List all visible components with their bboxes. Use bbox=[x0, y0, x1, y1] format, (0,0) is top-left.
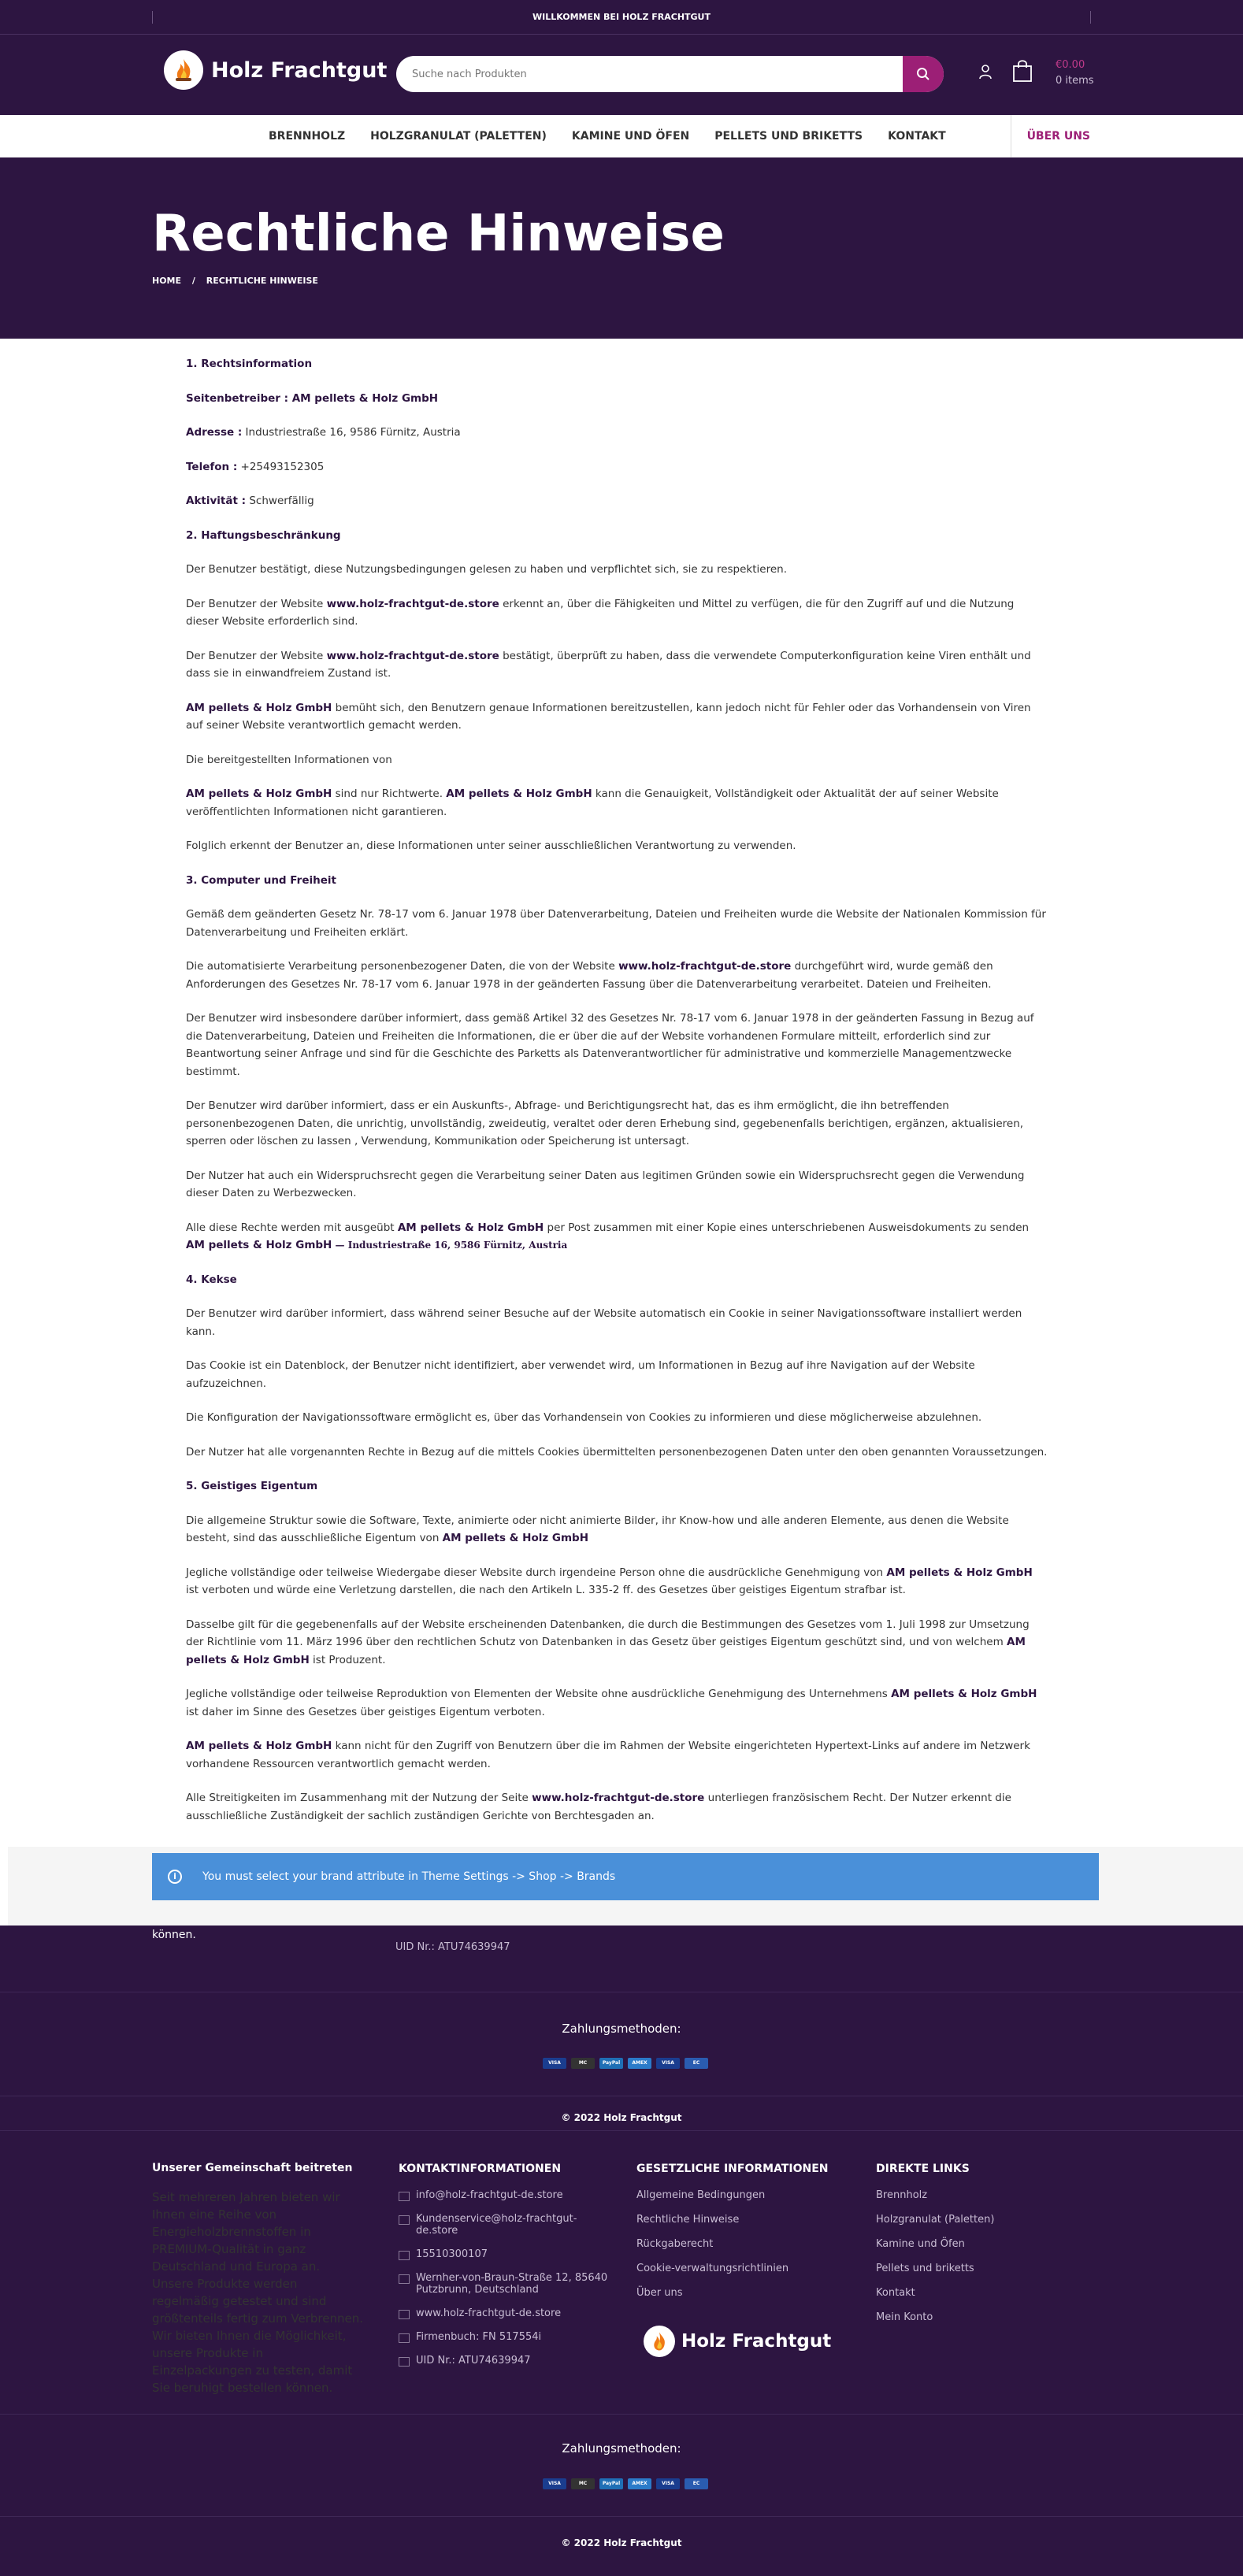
payments-title: Zahlungsmethoden: bbox=[562, 2022, 681, 2036]
mastercard-icon: MC bbox=[571, 2058, 595, 2069]
footer-link[interactable]: Rechtliche Hinweise bbox=[636, 2214, 740, 2226]
address-value: Industriestraße 16, 9586 Fürnitz, Austria bbox=[242, 426, 461, 439]
paypal-icon: PayPal bbox=[599, 2058, 623, 2069]
footer-partial-text: können. bbox=[152, 1929, 196, 1941]
footer-link[interactable]: Rückgaberecht bbox=[636, 2238, 714, 2250]
cart-count[interactable]: 0 items bbox=[1056, 75, 1094, 87]
divider bbox=[0, 2516, 1243, 2517]
section-heading: 2. Haftungsbeschränkung bbox=[186, 528, 341, 542]
section-heading: 3. Computer und Freiheit bbox=[186, 873, 336, 887]
search-bar bbox=[396, 56, 944, 92]
footer-link[interactable]: Über uns bbox=[636, 2287, 683, 2299]
footer-link[interactable]: Kamine und Öfen bbox=[876, 2238, 965, 2250]
contact-email[interactable]: info@holz-frachtgut-de.store bbox=[399, 2189, 611, 2201]
breadcrumb-home[interactable]: HOME bbox=[152, 276, 182, 286]
page-hero bbox=[0, 158, 1243, 339]
nav-item-holzgranulat[interactable]: HOLZGRANULAT (PALETTEN) bbox=[370, 130, 547, 143]
paragraph: AM pellets & Holz GmbH kann nicht für den Zugriff von Benutzern über die im Rahmen der Website eingerichteten Hypertext-Links auf andere im Netzwerk vorhandene Ressourcen verantwortlich gemacht werden. bbox=[186, 1740, 1030, 1770]
paragraph: Der Benutzer der Website www.holz-frachtgut-de.store erkennt an, über die Fähigkeiten und Mittel zu verfügen, die für den Zugriff auf und die Nutzung dieser Website erforderlich sind. bbox=[186, 597, 1015, 628]
info-icon: i bbox=[168, 1870, 182, 1884]
footer-contact-column bbox=[399, 2163, 611, 2378]
amex-icon: AMEX bbox=[628, 2058, 651, 2069]
cart-icon[interactable] bbox=[1012, 59, 1033, 86]
phone-value: +25493152305 bbox=[237, 460, 325, 473]
legal-content bbox=[186, 355, 1048, 1841]
site-header bbox=[0, 35, 1243, 115]
main-nav bbox=[0, 115, 1243, 158]
location-icon bbox=[399, 2274, 410, 2284]
flame-icon bbox=[644, 2326, 675, 2357]
notice-text: You must select your brand attribute in Theme Settings -> Shop -> Brands bbox=[202, 1870, 616, 1883]
footer-link[interactable]: Allgemeine Bedingungen bbox=[636, 2189, 766, 2201]
paragraph: Der Benutzer bestätigt, diese Nutzungsbedingungen gelesen zu haben und verpflichtet sich, sie zu respektieren. bbox=[186, 563, 787, 576]
footer-legal-column bbox=[636, 2163, 828, 2311]
visa-icon: VISA bbox=[656, 2478, 680, 2489]
footer-links-column bbox=[876, 2163, 994, 2336]
operator-line bbox=[186, 390, 1048, 408]
company-name: AM pellets & Holz GmbH bbox=[186, 701, 332, 714]
payment-icons bbox=[543, 2058, 708, 2069]
paragraph: Jegliche vollständige oder teilweise Wiedergabe dieser Website durch irgendeine Person ohne die ausdrückliche Genehmigung von AM pellets & Holz GmbH ist verboten und würde eine Verletzung darstellen, die nach den Artikeln L. 335-2 ff. des Gesetzes über geistiges Eigentum strafbar ist. bbox=[186, 1566, 1033, 1596]
divider bbox=[152, 11, 153, 24]
notice-area bbox=[8, 1847, 1243, 1926]
paragraph: AM pellets & Holz GmbH sind nur Richtwerte. AM pellets & Holz GmbH kann die Genauigkeit, Vollständigkeit oder Aktualität der auf seiner Website veröffentlichten Informationen nicht garantieren. bbox=[186, 788, 999, 818]
site-link[interactable]: www.holz-frachtgut-de.store bbox=[326, 649, 499, 662]
footer-contact-title: KONTAKTINFORMATIONEN bbox=[399, 2163, 562, 2175]
copyright: © 2022 Holz Frachtgut bbox=[561, 2537, 682, 2548]
footer-link[interactable]: Cookie-verwaltungsrichtlinien bbox=[636, 2263, 789, 2274]
address-label: Adresse : bbox=[186, 426, 243, 439]
phone-label: Telefon : bbox=[186, 460, 238, 473]
globe-icon bbox=[399, 2310, 410, 2319]
paragraph: Alle Streitigkeiten im Zusammenhang mit der Nutzung der Seite www.holz-frachtgut-de.store unterliegen französischem Recht. Der Nutzer erkennt die ausschließliche Zuständigkeit der sachlich zuständigen Gerichte von Berchtesgaden an. bbox=[186, 1792, 1011, 1822]
welcome-text: WILLKOMMEN BEI HOLZ FRACHTGUT bbox=[532, 12, 711, 22]
visa-icon: VISA bbox=[543, 2478, 566, 2489]
operator-label: Seitenbetreiber : AM pellets & Holz GmbH bbox=[186, 391, 439, 405]
paypal-icon: PayPal bbox=[599, 2478, 623, 2489]
nav-item-kontakt[interactable]: KONTAKT bbox=[888, 130, 946, 143]
mastercard-icon: MC bbox=[571, 2478, 595, 2489]
section-heading: 5. Geistiges Eigentum bbox=[186, 1480, 318, 1492]
paragraph: Das Cookie ist ein Datenblock, der Benutzer nicht identifiziert, aber verwendet wird, um Informationen in Bezug auf ihre Navigation auf der Website aufzuzeichnen. bbox=[186, 1359, 975, 1390]
paragraph: Die bereitgestellten Informationen von bbox=[186, 753, 392, 766]
phone-line bbox=[186, 458, 1048, 476]
contact-website[interactable]: www.holz-frachtgut-de.store bbox=[399, 2307, 611, 2319]
logo-text: Holz Frachtgut bbox=[211, 57, 388, 83]
contact-register: Firmenbuch: FN 517554i bbox=[399, 2331, 611, 2343]
breadcrumb-current: RECHTLICHE HINWEISE bbox=[206, 276, 318, 286]
payment-icons bbox=[543, 2478, 708, 2489]
flame-icon bbox=[164, 50, 203, 90]
footer-partial-uid: UID Nr.: ATU74639947 bbox=[395, 1941, 510, 1953]
footer-about-text: Seit mehreren Jahren bieten wir Ihnen eine Reihe von Energieholzbrennstoffen in PREMIUM-Qualität in ganz Deutschland und Europa an. Unsere Produkte werden regelmäßig getestet und sind größtenteils fertig zum Verbrennen. Wir bieten Ihnen die Möglichkeit, unsere Produkte in Einzelpackungen zu testen, damit Sie beruhigt bestellen können. bbox=[152, 2190, 364, 2395]
breadcrumb-separator: / bbox=[191, 276, 195, 286]
nav-item-kamine[interactable]: KAMINE UND ÖFEN bbox=[571, 130, 690, 143]
paragraph: Der Benutzer wird darüber informiert, dass er ein Auskunfts-, Abfrage- und Berichtigungsrecht hat, das es ihm ermöglicht, die ihn betreffenden personenbezogenen Daten, die unrichtig, unvollständig, zweideutig, veraltet oder deren Erhebung sind, gegebenenfalls berichtigen, ergänzen, aktualisieren, sperren oder löschen zu lassen , Verwendung, Kommunikation oder Speicherung ist untersagt. bbox=[186, 1099, 1024, 1147]
paragraph: Jegliche vollständige oder teilweise Reproduktion von Elementen der Website ohne ausdrückliche Genehmigung des Unternehmens AM pellets & Holz GmbH ist daher im Sinne des Gesetzes über geistiges Eigentum verboten. bbox=[186, 1688, 1037, 1718]
payments-title: Zahlungsmethoden: bbox=[562, 2441, 681, 2456]
paragraph: Dasselbe gilt für die gegebenenfalls auf der Website erscheinenden Datenbanken, die durch die Bestimmungen des Gesetzes vom 1. Juli 1998 zur Umsetzung der Richtlinie vom 11. März 1996 über den rechtlichen Schutz von Datenbanken in das Gesetz über geistiges Eigentum geschützt sind, und von welchem AM pellets & Holz GmbH ist Produzent. bbox=[186, 1618, 1030, 1666]
visa-icon: VISA bbox=[543, 2058, 566, 2069]
copyright: © 2022 Holz Frachtgut bbox=[561, 2112, 682, 2123]
divider bbox=[0, 2414, 1243, 2415]
search-input[interactable] bbox=[396, 56, 900, 92]
contact-email-service[interactable]: Kundenservice@holz-frachtgut-de.store bbox=[399, 2213, 611, 2237]
footer-logo-text: Holz Frachtgut bbox=[681, 2331, 832, 2352]
amex-icon: AMEX bbox=[628, 2478, 651, 2489]
footer-link[interactable]: Brennholz bbox=[876, 2189, 928, 2201]
footer-links-title: DIREKTE LINKS bbox=[876, 2163, 970, 2175]
account-icon[interactable] bbox=[978, 64, 993, 83]
site-link[interactable]: www.holz-frachtgut-de.store bbox=[326, 597, 499, 610]
divider bbox=[0, 2130, 1243, 2131]
brand-notice bbox=[152, 1853, 1099, 1900]
phone-icon bbox=[399, 2251, 410, 2260]
footer-about-title: Unserer Gemeinschaft beitreten bbox=[152, 2162, 353, 2174]
card-icon: EC bbox=[685, 2478, 708, 2489]
paragraph: AM pellets & Holz GmbH bemüht sich, den Benutzern genaue Informationen bereitzustellen, kann jedoch nicht für Fehler oder das Vorhandensein von Viren auf seiner Website verantwortlich gemacht werden. bbox=[186, 701, 1031, 732]
search-icon bbox=[916, 67, 930, 81]
mail-icon bbox=[399, 2215, 410, 2225]
footer-link[interactable]: Pellets und briketts bbox=[876, 2263, 974, 2274]
footer-legal-title: GESETZLICHE INFORMATIONEN bbox=[636, 2163, 829, 2175]
paragraph: Der Nutzer hat auch ein Widerspruchsrecht gegen die Verarbeitung seiner Daten aus legitimen Gründen sowie ein Widerspruchsrecht gegen die Verwendung dieser Daten zu Werbezwecken. bbox=[186, 1169, 1025, 1199]
paragraph: Der Nutzer hat alle vorgenannten Rechte in Bezug auf die mittels Cookies übermittelten personenbezogenen Daten unter den oben genannten Voraussetzungen. bbox=[186, 1445, 1048, 1458]
footer-link[interactable]: Holzgranulat (Paletten) bbox=[876, 2214, 995, 2226]
search-button[interactable] bbox=[903, 56, 944, 92]
site-link[interactable]: www.holz-frachtgut-de.store bbox=[618, 960, 792, 973]
paragraph: Alle diese Rechte werden mit ausgeübt AM pellets & Holz GmbH per Post zusammen mit einer Kopie eines unterschriebenen Ausweisdokuments zu senden AM pellets & Holz GmbH — Industriestraße 16, 9586 Fürnitz, Austria bbox=[186, 1221, 1030, 1251]
footer-link[interactable]: Mein Konto bbox=[876, 2311, 933, 2323]
section-heading: 4. Kekse bbox=[186, 1273, 237, 1286]
cart-total[interactable]: €0.00 bbox=[1056, 59, 1085, 71]
activity-line bbox=[186, 492, 1048, 510]
divider bbox=[1090, 11, 1091, 24]
section-heading: 1. Rechtsinformation bbox=[186, 358, 313, 370]
breadcrumb bbox=[152, 276, 326, 286]
welcome-bar bbox=[0, 0, 1243, 35]
paragraph: Die allgemeine Struktur sowie die Software, Texte, animierte oder nicht animierte Bilder, ihr Know-how und alle anderen Elemente, aus denen die Website besteht, sind das ausschließliche Eigentum von AM pellets & Holz GmbH bbox=[186, 1514, 1009, 1544]
footer-about-column bbox=[152, 2162, 365, 2396]
paragraph: Der Benutzer wird insbesondere darüber informiert, dass gemäß Artikel 32 des Gesetzes Nr. 78-17 vom 6. Januar 1978 in der geänderten Fassung in Bezug auf die Datenverarbeitung, Dateien und Freiheiten die Informationen, die er über die auf der Website vorhandenen Formulare mitteilt, erforderlich sind zur Beantwortung seiner Anfrage und sind für die Geschichte des Parketts als Datenverantwortlicher für administrative und kommerzielle Managementzwecke bestimmt. bbox=[186, 1012, 1034, 1078]
nav-item-pellets[interactable]: PELLETS UND BRIKETTS bbox=[714, 130, 863, 143]
mail-icon bbox=[399, 2192, 410, 2201]
document-icon bbox=[399, 2333, 410, 2343]
address-line bbox=[186, 424, 1048, 442]
site-logo[interactable] bbox=[164, 50, 387, 90]
contact-uid: UID Nr.: ATU74639947 bbox=[399, 2355, 611, 2367]
paragraph: Der Benutzer wird darüber informiert, dass während seiner Besuche auf der Website automatisch ein Cookie in seiner Navigationssoftware installiert werden kann. bbox=[186, 1307, 1022, 1338]
card-icon: EC bbox=[685, 2058, 708, 2069]
nav-item-brennholz[interactable]: BRENNHOLZ bbox=[269, 130, 346, 143]
nav-item-about[interactable]: ÜBER UNS bbox=[1011, 115, 1090, 158]
activity-value: Schwerfällig bbox=[246, 495, 314, 507]
site-link[interactable]: www.holz-frachtgut-de.store bbox=[532, 1792, 705, 1804]
contact-phone[interactable]: 15510300107 bbox=[399, 2248, 611, 2260]
paragraph: Die Konfiguration der Navigationssoftware ermöglicht es, über das Vorhandensein von Cookies zu informieren und diese möglicherweise abzulehnen. bbox=[186, 1411, 982, 1424]
document-icon bbox=[399, 2357, 410, 2367]
paragraph: Folglich erkennt der Benutzer an, diese Informationen unter seiner ausschließlichen Verantwortung zu verwenden. bbox=[186, 840, 796, 852]
visa-icon: VISA bbox=[656, 2058, 680, 2069]
paragraph: Die automatisierte Verarbeitung personenbezogener Daten, die von der Website www.holz-frachtgut-de.store durchgeführt wird, wurde gemäß den Anforderungen des Gesetzes Nr. 78-17 vom 6. Januar 1978 in der geänderten Fassung über die Datenverarbeitung verarbeitet. Dateien und Freiheiten. bbox=[186, 960, 993, 991]
paragraph: Der Benutzer der Website www.holz-frachtgut-de.store bestätigt, überprüft zu haben, dass die verwendete Computerkonfiguration keine Viren enthält und dass sie in einwandfreiem Zustand ist. bbox=[186, 649, 1031, 680]
page-title: Rechtliche Hinweise bbox=[152, 205, 725, 263]
footer-logo[interactable] bbox=[644, 2326, 831, 2357]
footer-link[interactable]: Kontakt bbox=[876, 2287, 915, 2299]
paragraph: Gemäß dem geänderten Gesetz Nr. 78-17 vom 6. Januar 1978 über Datenverarbeitung, Dateien und Freiheiten wurde die Website der Nationalen Kommission für Datenverarbeitung und Freiheiten erklärt. bbox=[186, 908, 1046, 939]
activity-label: Aktivität : bbox=[186, 495, 247, 507]
contact-address: Wernher-von-Braun-Straße 12, 85640 Putzbrunn, Deutschland bbox=[399, 2272, 611, 2296]
